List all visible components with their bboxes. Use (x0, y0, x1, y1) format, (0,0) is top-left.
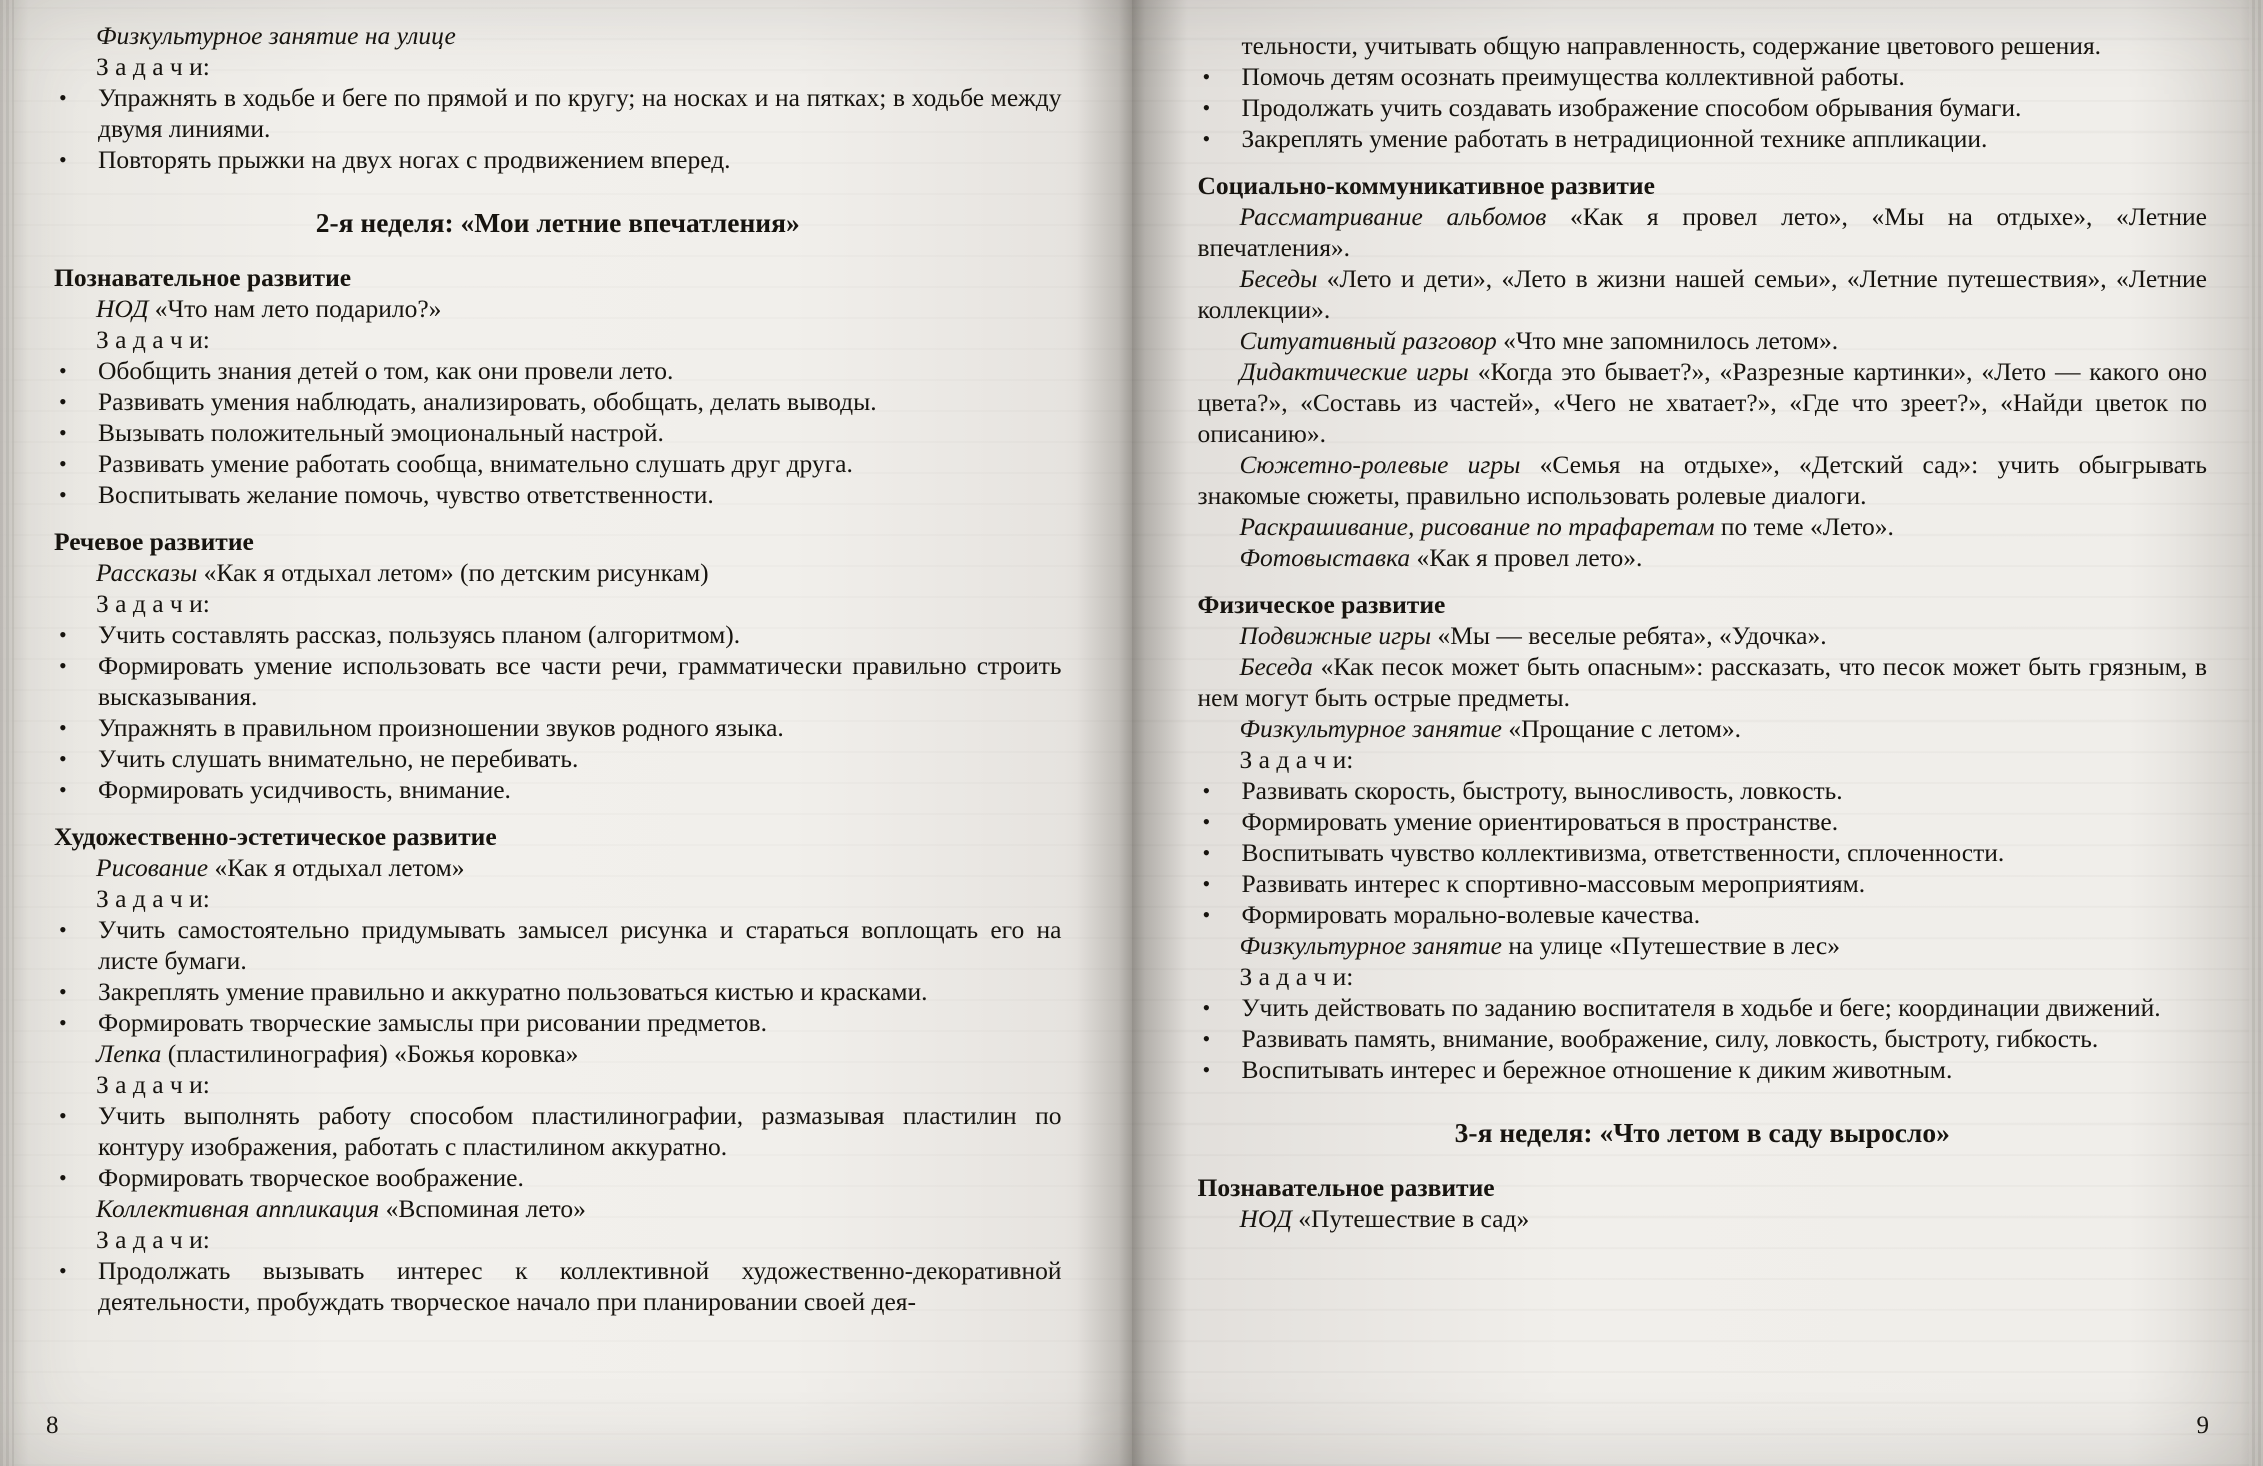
task-text: Продолжать учить создавать изображение способом обрывания бумаги. (1241, 93, 2022, 122)
activity-detail: «Мы — веселые ребята», «Удочка». (1431, 621, 1827, 650)
task-text: Помочь детям осознать преимущества коллективной работы. (1241, 62, 1905, 91)
bullet-marker-icon: • (59, 622, 67, 647)
tasks-label: З а д а ч и: (1239, 962, 1354, 991)
task-item (54, 650, 1062, 712)
bullet-marker-icon: • (59, 777, 67, 802)
continuation-paragraph: тельности, учитывать общую направленность, содержание цветового решения. (1241, 31, 2102, 60)
bullet-marker-icon: • (59, 85, 67, 110)
task-item (54, 743, 1062, 774)
section-heading: Познавательное развитие (1197, 1173, 1495, 1202)
activity-line (1198, 1203, 2208, 1234)
task-item (1198, 899, 2208, 930)
task-text: Упражнять в правильном произношении звуков родного языка. (98, 713, 784, 742)
activity-name: НОД (1239, 1204, 1292, 1233)
task-item (54, 914, 1062, 976)
section-heading: Физическое развитие (1197, 590, 1446, 619)
activity-line (54, 1038, 1062, 1069)
activity-name: Подвижные игры (1239, 621, 1432, 650)
activity-name: Рисование (96, 853, 209, 882)
activity-name: Фотовыставка (1239, 543, 1411, 572)
task-item (1198, 992, 2208, 1023)
section-heading: Речевое развитие (54, 527, 254, 556)
activity-name: Рассматривание альбомов (1239, 202, 1547, 231)
task-text: Воспитывать желание помочь, чувство ответственности. (98, 480, 714, 509)
activity-detail: «Как я отдыхал летом» (208, 853, 465, 882)
activity-name: Раскрашивание, рисование по трафаретам (1239, 512, 1715, 541)
task-item (54, 1255, 1062, 1317)
activity-detail: по теме «Лето». (1714, 512, 1894, 541)
task-item (54, 386, 1062, 417)
section-heading: Социально-коммуникативное развитие (1197, 171, 1655, 200)
activity-line (54, 293, 1062, 324)
task-text: Учить самостоятельно придумывать замысел рисунка и стараться воплощать его на листе бумаги. (98, 915, 1062, 975)
bullet-marker-icon: • (1202, 64, 1211, 89)
activity-detail: «Прощание с летом». (1501, 714, 1742, 743)
task-text: Развивать скорость, быстроту, выносливость, ловкость. (1241, 776, 1843, 805)
bullet-marker-icon: • (59, 979, 67, 1004)
task-text: Развивать интерес к спортивно-массовым мероприятиям. (1241, 869, 1866, 898)
activity-name: Физкультурное занятие (1239, 931, 1502, 960)
bullet-marker-icon: • (1202, 809, 1211, 834)
task-item (1198, 806, 2208, 837)
week-heading: 3-я неделя: «Что летом в саду выросло» (1454, 1117, 1950, 1148)
task-item (54, 976, 1062, 1007)
task-text: Формировать творческое воображение. (98, 1163, 524, 1192)
bullet-marker-icon: • (59, 1103, 67, 1128)
task-text: Обобщить знания детей о том, как они провели лето. (98, 356, 674, 385)
activity-line (1198, 201, 2208, 263)
activity-name: Физкультурное занятие на улице (96, 21, 456, 50)
bullet-marker-icon: • (59, 1010, 67, 1035)
task-item (1198, 775, 2208, 806)
activity-line (1198, 325, 2208, 356)
task-item (1198, 92, 2208, 123)
bullet-marker-icon: • (59, 746, 67, 771)
activity-name: Коллективная аппликация (96, 1194, 380, 1223)
activity-name: НОД (96, 294, 149, 323)
activity-name: Ситуативный разговор (1239, 326, 1497, 355)
activity-detail: «Когда это бывает?», «Разрезные картинки», «Лето — какого оно цвета?», «Составь из частей», «Чего не хватает?», «Где что зреет?», «Найди цветок по описанию». (1197, 357, 2208, 448)
bullet-marker-icon: • (1202, 902, 1211, 927)
bullet-marker-icon: • (1202, 778, 1211, 803)
tasks-label: З а д а ч и: (96, 1070, 210, 1099)
task-text: Формировать морально-волевые качества. (1241, 900, 1701, 929)
activity-name: Сюжетно-ролевые игры (1239, 450, 1521, 479)
bullet-marker-icon: • (59, 147, 67, 172)
task-text: Формировать усидчивость, внимание. (98, 775, 511, 804)
activity-line (1198, 542, 2208, 573)
task-text: Закреплять умение правильно и аккуратно пользоваться кистью и красками. (98, 977, 928, 1006)
bullet-marker-icon: • (59, 917, 67, 942)
task-text: Вызывать положительный эмоциональный настрой. (98, 418, 664, 447)
task-text: Воспитывать интерес и бережное отношение к диким животным. (1241, 1055, 1953, 1084)
task-item (54, 82, 1062, 144)
activity-detail: «Как я отдыхал летом» (по детским рисункам) (197, 558, 709, 587)
right-page-content (1198, 30, 2208, 1234)
page-number-left: 8 (46, 1412, 59, 1439)
tasks-label: З а д а ч и: (96, 1225, 210, 1254)
task-text: Упражнять в ходьбе и беге по прямой и по кругу; на носках и на пятках; в ходьбе между двумя линиями. (98, 83, 1062, 143)
activity-detail: «Что мне запомнилось летом». (1496, 326, 1839, 355)
section-heading: Познавательное развитие (54, 263, 352, 292)
bullet-marker-icon: • (1202, 1026, 1211, 1051)
activity-name: Физкультурное занятие (1239, 714, 1502, 743)
task-text: Воспитывать чувство коллективизма, ответственности, сплоченности. (1241, 838, 2005, 867)
task-item (54, 144, 1062, 175)
activity-detail: «Лето и дети», «Лето в жизни нашей семьи», «Летние путешествия», «Летние коллекции». (1197, 264, 2207, 324)
bullet-marker-icon: • (1202, 995, 1211, 1020)
task-item (1198, 1054, 2208, 1085)
bullet-marker-icon: • (59, 420, 67, 445)
page-edges-right (2249, 0, 2263, 1466)
bullet-marker-icon: • (59, 358, 67, 383)
activity-detail: (пластилинография) «Божья коровка» (161, 1039, 579, 1068)
task-item (1198, 123, 2208, 154)
bullet-marker-icon: • (59, 1165, 67, 1190)
bullet-marker-icon: • (59, 653, 67, 678)
activity-name: Дидактические игры (1239, 357, 1469, 386)
task-item (1198, 1023, 2208, 1054)
task-item (54, 619, 1062, 650)
task-item (54, 712, 1062, 743)
task-text: Закреплять умение работать в нетрадиционной технике аппликации. (1241, 124, 1988, 153)
task-text: Повторять прыжки на двух ногах с продвижением вперед. (98, 145, 731, 174)
left-page-content (54, 20, 1062, 1317)
bullet-marker-icon: • (1202, 840, 1211, 865)
bullet-marker-icon: • (1202, 126, 1211, 151)
activity-detail: «Что нам лето подарило?» (148, 294, 442, 323)
bullet-marker-icon: • (59, 1258, 67, 1283)
activity-detail: «Как я провел лето». (1410, 543, 1643, 572)
task-item (54, 774, 1062, 805)
activity-line (1198, 263, 2208, 325)
task-text: Развивать умения наблюдать, анализировать, обобщать, делать выводы. (98, 387, 877, 416)
activity-line (54, 1193, 1062, 1224)
section-heading: Художественно-эстетическое развитие (54, 822, 497, 851)
activity-name: Рассказы (96, 558, 198, 587)
tasks-label: З а д а ч и: (1239, 745, 1354, 774)
task-text: Формировать умение ориентироваться в пространстве. (1241, 807, 1839, 836)
activity-detail: на улице «Путешествие в лес» (1501, 931, 1840, 960)
task-item (1198, 868, 2208, 899)
tasks-label: З а д а ч и: (96, 589, 210, 618)
bullet-marker-icon: • (59, 482, 67, 507)
activity-line (1198, 356, 2208, 449)
task-text: Развивать умение работать сообща, внимательно слушать друг друга. (98, 449, 853, 478)
bullet-marker-icon: • (59, 451, 67, 476)
task-text: Учить действовать по заданию воспитателя в ходьбе и беге; координации движений. (1241, 993, 2161, 1022)
bullet-marker-icon: • (59, 715, 67, 740)
activity-name: Беседа (1239, 652, 1313, 681)
bullet-marker-icon: • (1202, 95, 1211, 120)
task-item (54, 355, 1062, 386)
bullet-marker-icon: • (59, 389, 67, 414)
task-item (54, 417, 1062, 448)
activity-line (1198, 620, 2208, 651)
task-item (54, 1007, 1062, 1038)
task-text: Продолжать вызывать интерес к коллективной художественно-декоративной деятельности, пробуждать творческое начало при планировании своей дея- (98, 1256, 1062, 1316)
activity-detail: «Вспоминая лето» (379, 1194, 586, 1223)
activity-line (1198, 651, 2208, 713)
right-page (1132, 0, 2263, 1466)
task-item (54, 448, 1062, 479)
week-heading: 2-я неделя: «Мои летние впечатления» (315, 207, 800, 238)
activity-line (54, 852, 1062, 883)
task-item (1198, 837, 2208, 868)
tasks-label: З а д а ч и: (96, 325, 210, 354)
activity-line (1198, 511, 2208, 542)
bullet-marker-icon: • (1202, 871, 1211, 896)
task-text: Учить слушать внимательно, не перебивать. (98, 744, 579, 773)
tasks-label: З а д а ч и: (96, 52, 210, 81)
activity-detail: «Путешествие в сад» (1291, 1204, 1530, 1233)
task-text: Развивать память, внимание, воображение, силу, ловкость, быстроту, гибкость. (1241, 1024, 2099, 1053)
activity-line (1198, 713, 2208, 744)
task-text: Формировать умение использовать все части речи, грамматически правильно строить высказывания. (98, 651, 1062, 711)
activity-name: Лепка (96, 1039, 162, 1068)
page-edges-left (0, 0, 14, 1466)
activity-detail: «Семья на отдыхе», «Детский сад»: учить обыгрывать знакомые сюжеты, правильно использовать ролевые диалоги. (1197, 450, 2207, 510)
bullet-marker-icon: • (1202, 1057, 1211, 1082)
task-item (54, 479, 1062, 510)
activity-detail: «Как я провел лето», «Мы на отдыхе», «Летние впечатления». (1197, 202, 2207, 262)
task-text: Учить выполнять работу способом пластилинографии, размазывая пластилин по контуру изображения, работать с пластилином аккуратно. (98, 1101, 1062, 1161)
task-item (1198, 61, 2208, 92)
page-number-right: 9 (2196, 1412, 2209, 1439)
activity-line (54, 20, 1062, 51)
activity-name: Беседы (1239, 264, 1318, 293)
task-item (54, 1162, 1062, 1193)
activity-line (54, 557, 1062, 588)
task-text: Формировать творческие замыслы при рисовании предметов. (98, 1008, 767, 1037)
activity-detail: «Как песок может быть опасным»: рассказать, что песок может быть грязным, в нем могут быть острые предметы. (1197, 652, 2207, 712)
task-item (54, 1100, 1062, 1162)
activity-line (1198, 449, 2208, 511)
activity-line (1198, 930, 2208, 961)
task-text: Учить составлять рассказ, пользуясь планом (алгоритмом). (98, 620, 741, 649)
tasks-label: З а д а ч и: (96, 884, 210, 913)
